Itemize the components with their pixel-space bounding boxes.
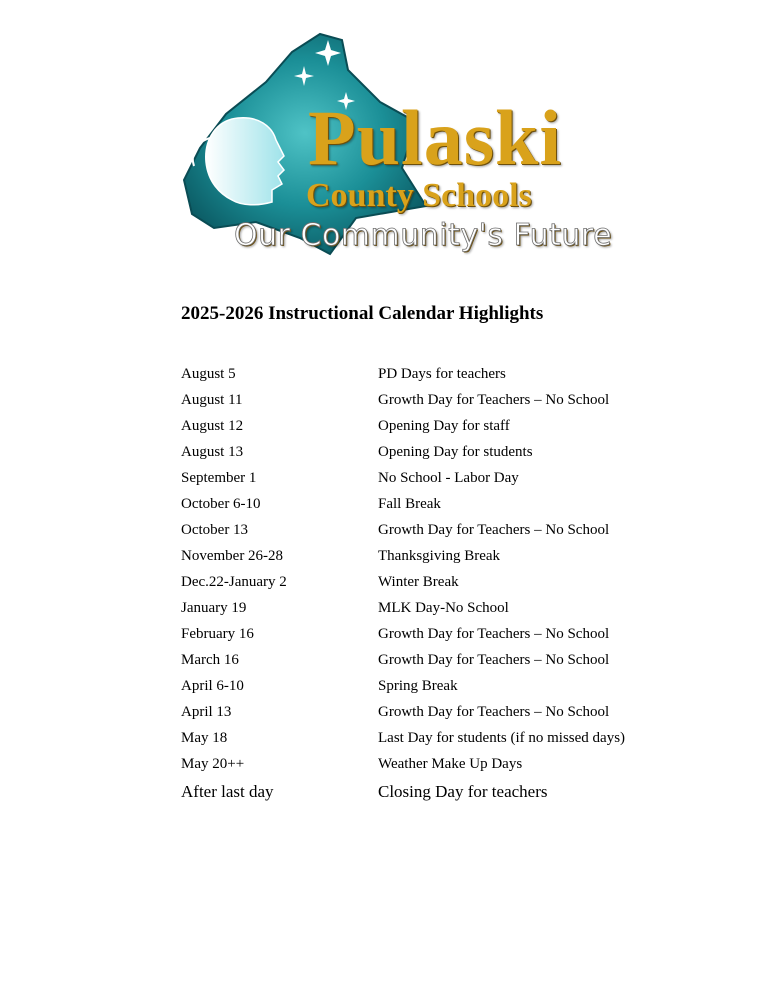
calendar-event: Growth Day for Teachers – No School (378, 626, 610, 642)
calendar-event: Fall Break (378, 496, 441, 512)
calendar-row (181, 441, 651, 467)
calendar-row (181, 649, 651, 675)
calendar-event: Last Day for students (if no missed days) (378, 730, 626, 746)
calendar-event: No School - Labor Day (378, 470, 519, 486)
calendar-date: September 1 (181, 470, 257, 486)
calendar-row (181, 415, 651, 441)
calendar-event: Winter Break (378, 574, 459, 590)
calendar-row (181, 675, 651, 701)
calendar-list (181, 363, 651, 809)
calendar-row (181, 467, 651, 493)
calendar-date: April 6-10 (181, 678, 244, 694)
calendar-row (181, 727, 651, 753)
calendar-event: Opening Day for staff (378, 418, 510, 434)
calendar-event: Closing Day for teachers (378, 782, 548, 801)
calendar-row (181, 779, 651, 809)
logo-tagline: Our Community's Future (234, 218, 613, 253)
calendar-date: May 18 (181, 730, 228, 746)
calendar-row (181, 519, 651, 545)
calendar-row (181, 597, 651, 623)
calendar-date: April 13 (181, 704, 232, 720)
calendar-date: August 13 (181, 444, 244, 460)
calendar-row (181, 701, 651, 727)
calendar-date: May 20++ (181, 756, 245, 772)
logo-subtitle: County Schools (306, 177, 532, 214)
calendar-date: March 16 (181, 652, 239, 668)
calendar-row (181, 493, 651, 519)
calendar-row (181, 545, 651, 571)
calendar-date: October 6-10 (181, 496, 261, 512)
calendar-event: PD Days for teachers (378, 366, 506, 382)
calendar-date: August 11 (181, 392, 243, 408)
calendar-date: February 16 (181, 626, 254, 642)
document-title: 2025-2026 Instructional Calendar Highlights (181, 303, 544, 324)
calendar-date: October 13 (181, 522, 249, 538)
calendar-date: August 12 (181, 418, 244, 434)
calendar-row (181, 753, 651, 779)
school-logo (180, 30, 613, 260)
calendar-event: Growth Day for Teachers – No School (378, 704, 610, 720)
calendar-event: Growth Day for Teachers – No School (378, 522, 610, 538)
calendar-event: Spring Break (378, 678, 458, 694)
calendar-date: Dec.22-January 2 (181, 574, 287, 590)
calendar-row (181, 623, 651, 649)
calendar-event: Weather Make Up Days (378, 756, 523, 772)
calendar-event: Thanksgiving Break (378, 548, 501, 564)
calendar-event: MLK Day-No School (378, 600, 509, 616)
calendar-date: January 19 (181, 600, 247, 616)
calendar-date: November 26-28 (181, 548, 284, 564)
calendar-date: August 5 (181, 366, 236, 382)
calendar-event: Opening Day for students (378, 444, 533, 460)
calendar-event: Growth Day for Teachers – No School (378, 392, 610, 408)
calendar-row (181, 389, 651, 415)
calendar-date: After last day (181, 782, 274, 801)
calendar-row (181, 571, 651, 597)
calendar-event: Growth Day for Teachers – No School (378, 652, 610, 668)
calendar-row (181, 363, 651, 389)
logo-name: Pulaski (308, 94, 563, 181)
